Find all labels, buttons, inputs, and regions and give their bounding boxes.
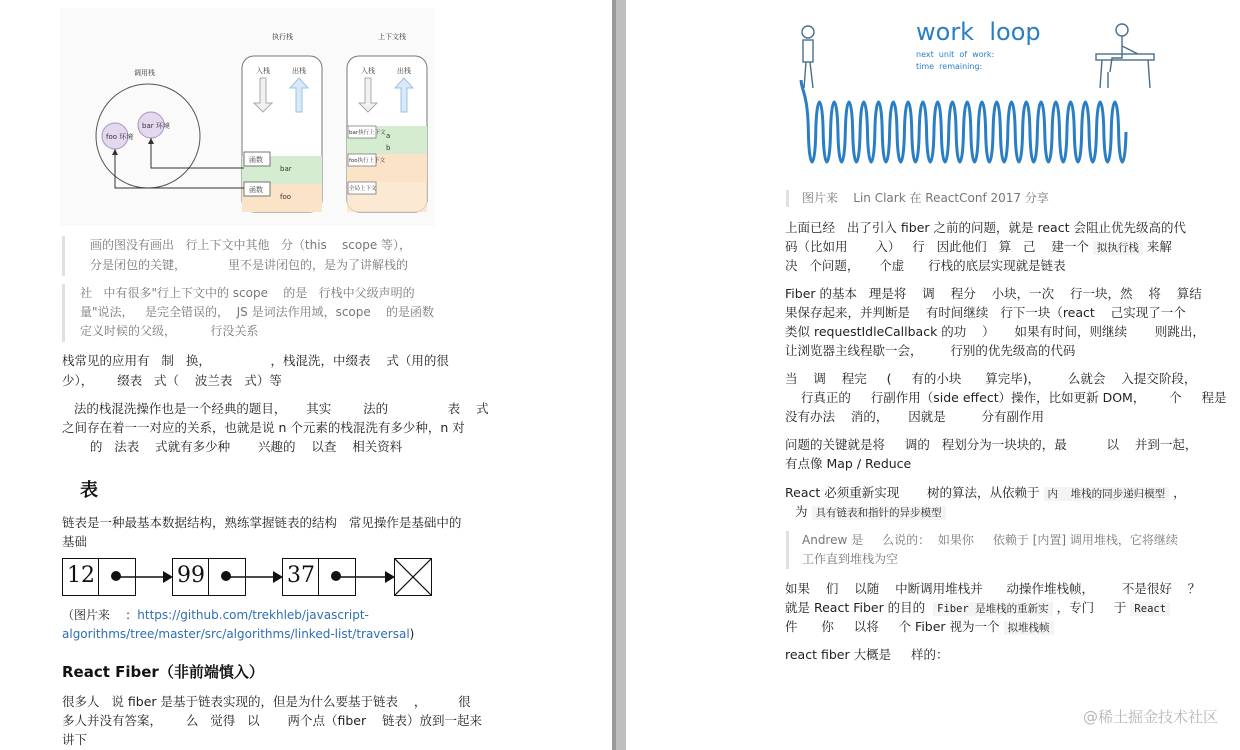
paragraph-line: 没有办法 消的， 因就是 分有副作用	[785, 409, 1045, 424]
paragraph-line: 如果 们 以随 中断调用堆栈并 动操作堆栈帧， 不是很好 ？	[785, 581, 1201, 596]
node-value: 37	[287, 563, 315, 588]
label-a: a	[386, 132, 391, 140]
paragraph-line: 类似 requestIdleCallback 的功 ） 如果有时间，则继续 则跳出，	[785, 324, 1205, 339]
page-gutter-shade	[612, 0, 616, 750]
paragraph-line: 有点像 Map / Reduce	[785, 456, 912, 471]
quote-line: 分是闭包的关键， 里不是讲闭包的，是为了讲解栈的	[90, 258, 408, 272]
label-foo: foo	[280, 193, 292, 201]
paragraph-line: 讲下	[62, 732, 88, 747]
caption-prefix: （图片来 ：	[62, 608, 138, 622]
figure-caption	[62, 625, 414, 644]
paragraph-line: 法的栈混洗操作也是一个经典的题目， 其实 法的 表 式	[62, 401, 489, 416]
paragraph-line: 的 法表 式就有多少种 兴趣的 以查 相关资料	[62, 439, 403, 454]
label-context-stack: 上下文栈	[378, 33, 406, 41]
paragraph-line	[785, 598, 1170, 619]
inline-code: Fiber 是堆栈的重新实	[933, 602, 1052, 616]
inline-code: 内 堆栈的同步递归模型	[1044, 487, 1170, 501]
label-push-2: 入栈	[361, 67, 375, 75]
work-loop-illustration	[796, 10, 1156, 180]
label-ctx-1: bar执行上下文	[349, 130, 386, 136]
paragraph-line: Fiber 的基本 理是将 调 程分 小块，一次 行一块，然 将 算结	[785, 286, 1202, 301]
quote-line: 量"说法， 是完全错误的， JS 是词法作用域，scope 的是函数	[80, 305, 435, 319]
label-bar-env: bar 环境	[142, 122, 170, 130]
inline-code: 拟执行栈	[1093, 241, 1143, 255]
caption-link[interactable]: https://github.com/trekhleb/javascript-	[137, 608, 369, 622]
text-run: React 必须重新实现 树的算法，从依赖于	[785, 485, 1040, 500]
quote-bar	[62, 236, 65, 276]
label-ctx-2: foo执行上下文	[349, 158, 386, 164]
person-at-desk-right	[1096, 24, 1154, 88]
paragraph-line	[785, 617, 1054, 638]
label-ctx-3: 全局上下文	[349, 186, 377, 192]
label-b: b	[386, 144, 391, 152]
inline-code: React	[1130, 602, 1170, 616]
node-value: 12	[67, 563, 95, 588]
linked-list-figure	[62, 558, 432, 598]
paragraph-line: 让浏览器主线程歇一会， 行别的优先级高的代码	[785, 343, 1076, 358]
work-loop-title: work loop	[916, 18, 1041, 46]
paragraph-line	[785, 502, 946, 523]
inline-code: 拟堆栈帧	[1004, 621, 1054, 635]
paragraph-line: 决 个问题， 个虚 行栈的底层实现就是链表	[785, 258, 1066, 273]
label-frame-1: 函数	[249, 156, 263, 164]
quote-line: Andrew 是 么说的： 如果你 依赖于 [内置] 调用堆栈，它将继续	[802, 533, 1178, 547]
quote-bar	[786, 190, 789, 207]
node-value: 99	[177, 563, 205, 588]
text-run: 码（比如用 入） 行 因此他们 算 己 建一个	[785, 239, 1089, 254]
paragraph-line: 少）， 缀表 式（ 波兰表 式）等	[62, 373, 282, 388]
quote-bar	[62, 284, 65, 342]
paragraph-line	[785, 483, 1186, 504]
paragraph-line: 栈常见的应用有 制 换， ，栈混洗，中缀表 式（用的很	[62, 353, 449, 368]
label-push-1: 入栈	[256, 67, 270, 75]
watermark: @稀土掘金技术社区	[1082, 708, 1218, 726]
quote-line: 画的图没有画出 行上下文中其他 分（this scope 等），	[90, 238, 412, 252]
work-loop-sub: next unit of work:	[916, 50, 995, 59]
paragraph-line: react fiber 大概是 样的：	[785, 647, 949, 662]
left-page	[0, 0, 612, 750]
paragraph-line: 果保存起来，并判断是 有时间继续 行下一块（react 己实现了一个	[785, 305, 1186, 320]
paragraph-line: 多人并没有答案， 么 觉得 以 两个点（fiber 链表）放到一起来	[62, 713, 483, 728]
paragraph-line: 上面已经 出了引入 fiber 之前的问题，就是 react 会阻止优先级高的代	[785, 220, 1186, 235]
text-run: 就是 React Fiber 的目的	[785, 600, 926, 615]
label-pop-2: 出栈	[397, 67, 411, 75]
text-run: ，	[1173, 485, 1186, 500]
label-bar: bar	[280, 165, 292, 173]
quote-line: 定义时候的父级， 行没关系	[80, 324, 259, 338]
text-run: ，专门 于	[1056, 600, 1127, 615]
right-page	[626, 0, 1240, 750]
label-frame-2: 函数	[249, 186, 263, 194]
label-exec-stack: 执行栈	[272, 33, 293, 41]
label-foo-env: foo 环境	[106, 133, 134, 141]
label-pop-1: 出栈	[292, 67, 306, 75]
label-call-stack: 调用栈	[134, 69, 155, 77]
stack-diagram	[60, 8, 435, 226]
text-run: 为	[795, 504, 808, 519]
image-caption: 图片来 Lin Clark 在 ReactConf 2017 分享	[802, 191, 1049, 205]
work-loop-sub: time remaining:	[916, 62, 983, 71]
paragraph-line	[785, 237, 1172, 258]
quote-line: 工作直到堆栈为空	[802, 552, 899, 566]
text-run: 来解	[1146, 239, 1172, 254]
paragraph-line: 基础	[62, 534, 88, 549]
paragraph-line: 问题的关键就是将 调的 程划分为一块块的，最 以 并到一起，	[785, 437, 1198, 452]
paragraph-line: 当 调 程完 ( 有的小块 算完毕)， 么就会 入提交阶段，	[785, 371, 1197, 386]
quote-line: 社 中有很多"行上下文中的 scope 的是 行栈中父级声明的	[80, 286, 415, 300]
caption-suffix: )	[409, 627, 415, 641]
text-run: 件 你 以将 个 Fiber 视为一个	[785, 619, 1000, 634]
paragraph-line: 链表是一种最基本数据结构，熟练掌握链表的结构 常见操作是基础中的	[62, 515, 462, 530]
paragraph-line: 行真正的 行副作用（side effect）操作，比如更新 DOM， 个 程是	[785, 390, 1227, 405]
person-figure-left	[802, 26, 814, 88]
paragraph-line: 很多人 说 fiber 是基于链表实现的，但是为什么要基于链表 ， 很	[62, 694, 471, 709]
section-heading: React Fiber（非前端慎入）	[62, 663, 264, 681]
quote-bar	[786, 531, 789, 569]
paragraph-line: 之间存在着一一对应的关系，也就是说 n 个元素的栈混洗有多少种，n 对	[62, 420, 465, 435]
caption-link[interactable]: algorithms/tree/master/src/algorithms/linked-list/traversal	[62, 627, 410, 641]
inline-code: 具有链表和指针的异步模型	[812, 506, 946, 520]
figure-caption	[62, 606, 369, 625]
section-heading: 表	[80, 480, 98, 501]
list-arrows	[62, 558, 432, 598]
